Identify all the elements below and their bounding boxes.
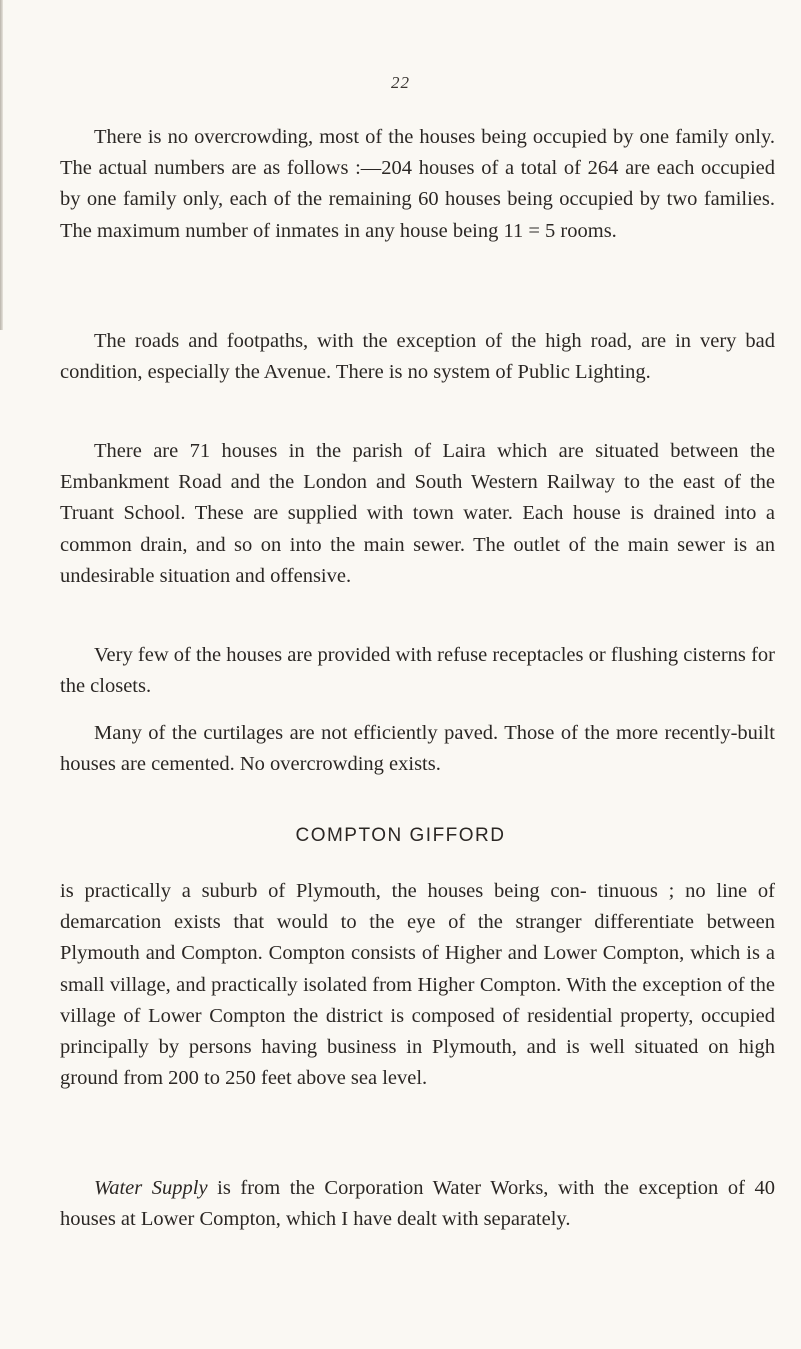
paragraph-laira-houses: There are 71 houses in the parish of Laira which are situated between the Embankment Road and the London and South Western Railway to the east of the Truant School. These are supplied with town water. Each house is drained into a common drain, and so on into the main sewer. The outlet of the main sewer is an undesirable situation and offensive. bbox=[60, 440, 775, 587]
section-heading: COMPTON GIFFORD bbox=[295, 825, 506, 846]
paragraph-water-supply bbox=[60, 1173, 775, 1235]
water-supply-lead: Water Supply bbox=[94, 1177, 208, 1199]
paragraph-compton: is practically a suburb of Plymouth, the houses being con- tinuous ; no line of demarcation exists that would to the eye of the stranger differentiate between Plymouth and Compton. Compton consists of Higher and Lower Compton, which is a small village, and practically isolated from Higher Compton. With the exception of the village of Lower Compton the district is composed of residential property, occupied principally by persons having business in Plymouth, and is well situated on high ground from 200 to 250 feet above sea level. bbox=[60, 880, 775, 1090]
paragraph-roads: The roads and footpaths, with the exception of the high road, are in very bad condition, especially the Avenue. There is no system of Public Lighting. bbox=[60, 330, 775, 384]
paragraph-curtilages: Many of the curtilages are not efficiently paved. Those of the more recently-built houses are cemented. No overcrowding exists. bbox=[60, 722, 775, 776]
water-supply-text: is from the Corporation Water Works, with the exception of 40 houses at Lower Compton, which I have dealt with separately. bbox=[60, 1177, 775, 1231]
paragraph-overcrowding: There is no overcrowding, most of the houses being occupied by one family only. The actual numbers are as follows :—204 houses of a total of 264 are each occupied by one family only, each of the remaining 60 houses being occupied by two families. The maximum number of inmates in any house being 11 = 5 rooms. bbox=[60, 126, 775, 242]
page-edge-shadow bbox=[0, 0, 3, 330]
paragraph-refuse: Very few of the houses are provided with refuse receptacles or flushing cisterns for the closets. bbox=[60, 644, 775, 698]
page-number: 22 bbox=[391, 73, 410, 92]
